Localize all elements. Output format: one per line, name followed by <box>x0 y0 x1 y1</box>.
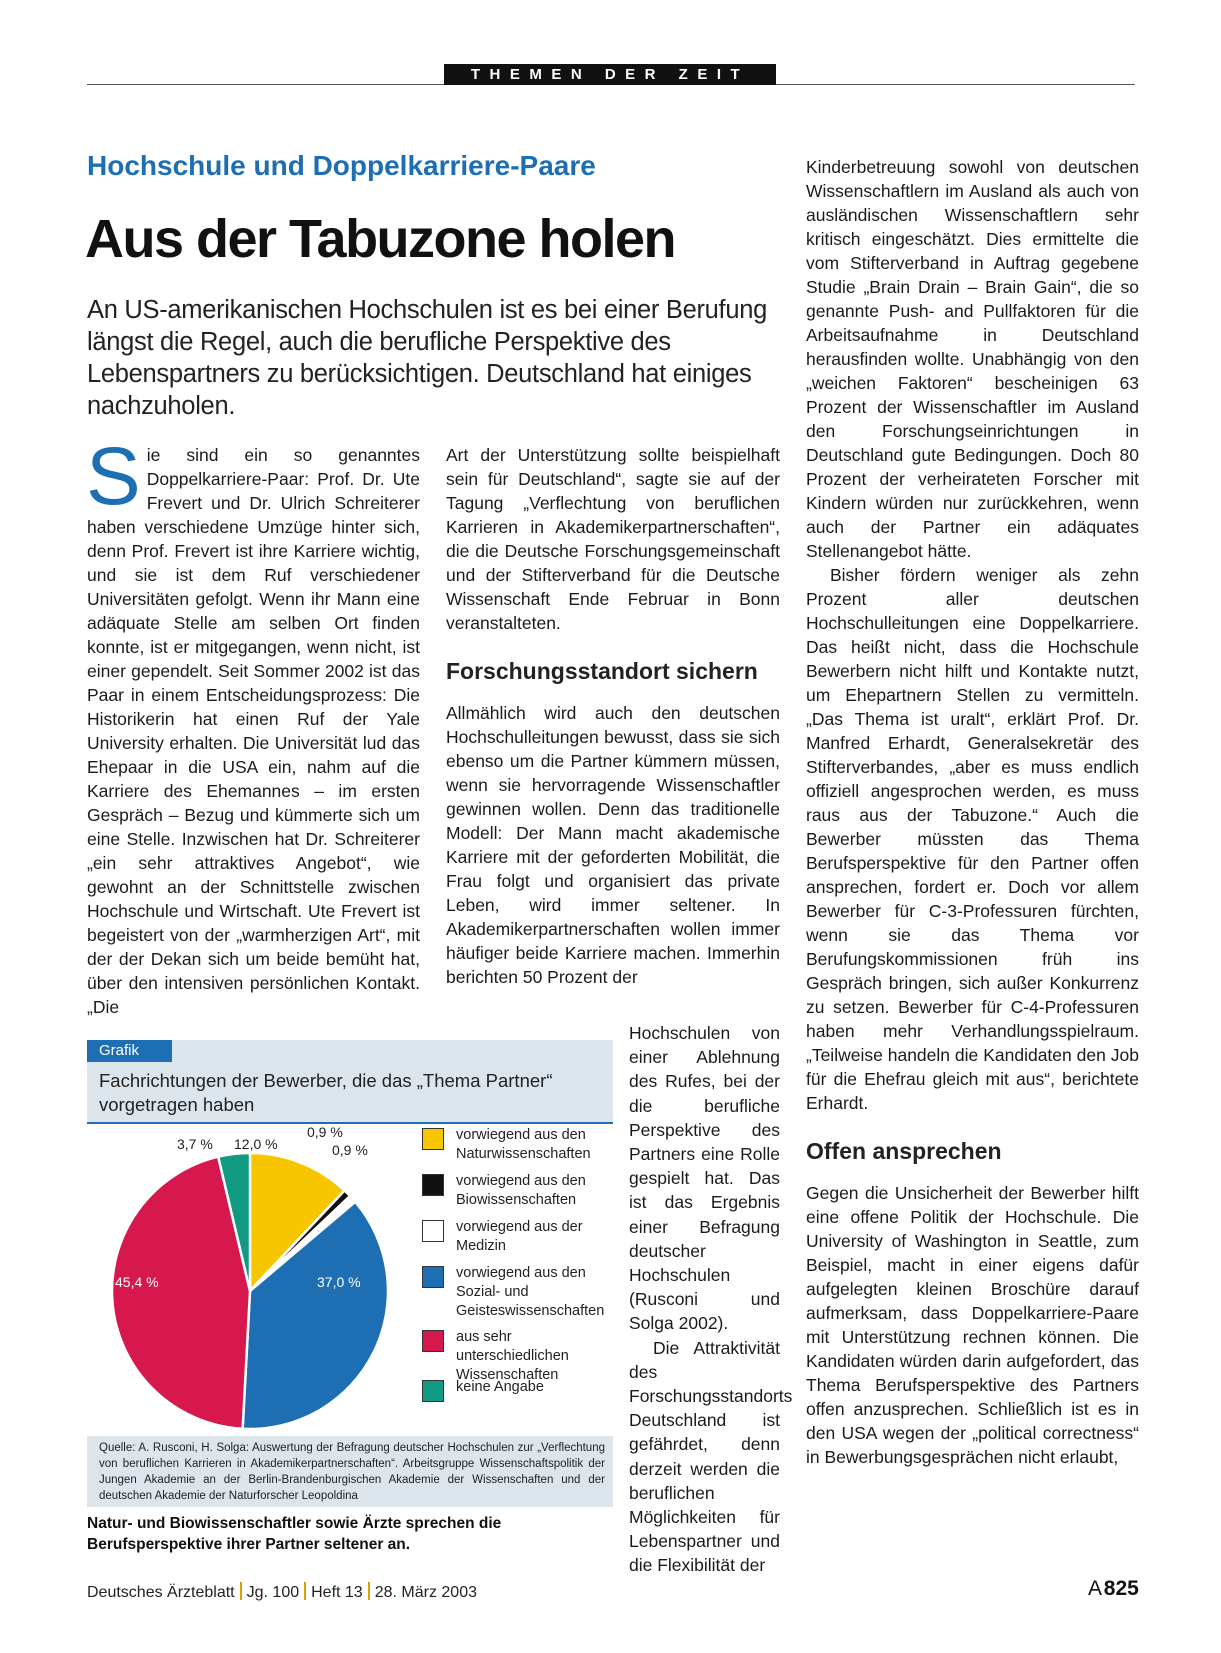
legend-label: vorwiegend aus den Sozial- und Geisteswissenschaften <box>456 1265 605 1319</box>
pie-label-natur: 12,0 % <box>234 1136 278 1152</box>
chart-plot-area <box>87 1124 613 1436</box>
legend-item-natur <box>422 1126 601 1164</box>
legend-label: aus sehr unterschiedlichen Wissenschaften <box>456 1329 569 1383</box>
pie-label-keine-angabe: 3,7 % <box>177 1136 213 1152</box>
article-kicker: Hochschule und Doppelkarriere-Paare <box>87 150 596 181</box>
paragraph: Allmählich wird auch den deutschen Hochschulleitungen bewusst, dass sie sich ebenso um die Partner kümmern müssen, wenn sie hervorragende Wissenschaftler gewinnen wollen. Denn das traditionelle Modell: Der Mann macht akademische Karriere mit der geforderten Mobilität, die Frau folgt und organisiert das private Leben, wird immer seltener. In Akademikerpartnerschaften wollen immer häufiger beide Karriere machen. Immerhin berichten 50 Prozent der <box>446 703 780 987</box>
legend-item-sozial <box>422 1264 605 1321</box>
footer-separator <box>368 1582 370 1600</box>
pie-label-sozial: 37,0 % <box>317 1274 361 1290</box>
legend-swatch <box>422 1380 444 1402</box>
text-column-3 <box>806 155 1139 1469</box>
legend-label: vorwiegend aus den Naturwissenschaften <box>456 1127 591 1162</box>
paragraph: ie sind ein so genanntes Doppelkarriere-Paar: Prof. Dr. Ute Frevert und Dr. Ulrich Schreiterer haben verschiedene Umzüge hinter sich, denn Prof. Frevert ist ihre Karriere wichtig, und sie ist dem Ruf verschiedener Universitäten gefolgt. Wenn ihr Mann eine adäquate Stelle am selben Ort finden konnte, ist er mitgegangen, wenn nicht, ist einer gependelt. Seit Sommer 2002 ist das Paar in einem Entscheidungsprozess: Die Historikerin hat einen Ruf der Yale University erhalten. Die Universität lud das Ehepaar in die USA ein, nahm auf die Karriere des Ehemannes – im ersten Gespräch – Bezug und kümmerte sich um eine Stelle. Inzwischen hat Dr. Schreiterer „ein sehr attraktives Angebot“, wie gewohnt an der Schnittstelle zwischen Hochschule und Wirtschaft. Ute Frevert ist begeistert von der „warmherzigen Art“, mit der der Dekan sich um beide bemüht hat, über den intensiven persönlichen Kontakt. „Die <box>87 445 420 1017</box>
paragraph: Art der Unterstützung sollte beispielhaft sein für Deutschland“, sagte sie auf der Tagung „Verflechtung von beruflichen Karrieren in Akademikerpartnerschaften“, die die Deutsche Forschungsgemeinschaft und der Stifterverband für die Deutsche Wissenschaft Ende Februar in Bonn veranstalteten. <box>446 445 780 633</box>
article-headline: Aus der Tabuzone holen <box>85 209 676 269</box>
legend-label: vorwiegend aus den Biowissenschaften <box>456 1173 586 1208</box>
article-lead: An US-amerikanischen Hochschulen ist es bei einer Berufung längst die Regel, auch die berufliche Perspektive des Lebenspartners zu berücksichtigen. Deutschland hat einiges nachzuholen. <box>87 296 767 420</box>
footer-separator <box>240 1582 242 1600</box>
page-number-value: 825 <box>1103 1577 1139 1600</box>
footer-separator <box>304 1582 306 1600</box>
legend-swatch <box>422 1266 444 1288</box>
page-number <box>1088 1577 1139 1601</box>
chart-caption: Natur- und Biowissenschaftler sowie Ärzte sprechen die Berufsperspektive ihrer Partner seltener an. <box>87 1515 502 1553</box>
footer-citation <box>87 1582 477 1602</box>
legend-swatch <box>422 1330 444 1352</box>
issue-date: 28. März 2003 <box>374 1584 477 1601</box>
legend-swatch <box>422 1220 444 1242</box>
legend-item-bio <box>422 1172 601 1210</box>
section-tag: THEMEN DER ZEIT <box>444 64 776 85</box>
issue: Heft 13 <box>311 1584 363 1601</box>
subheading: Forschungsstandort sichern <box>446 658 758 684</box>
text-column-2 <box>446 443 780 989</box>
pie-label-medizin: 0,9 % <box>332 1142 368 1158</box>
legend-item-medizin <box>422 1218 601 1256</box>
legend-swatch <box>422 1174 444 1196</box>
text-column-1 <box>86 431 420 1019</box>
paragraph: Die Attraktivität des Forschungsstandorts Deutschland ist gefährdet, denn derzeit werden die beruflichen Möglichkeiten für Lebenspartner und die Flexibilität der <box>629 1337 793 1576</box>
legend-label: keine Angabe <box>456 1379 544 1395</box>
paragraph: Bisher fördern weniger als zehn Prozent aller deutschen Hochschulleitungen eine Doppelkarriere. Das heißt nicht, dass die Hochschule Bewerbern nicht hilft und Kontakte nutzt, um Ehepartnern Stellen zu vermitteln. „Das Thema ist uralt“, erklärt Prof. Dr. Manfred Erhardt, Generalsekretär des Stifterverbandes, „aber es muss endlich offiziell angesprochen werden, es muss raus aus der Tabuzone.“ Auch die Bewerber müssten das Thema Berufsperspektive für den Partner offen ansprechen, fordert er. Doch vor allem Bewerber für C-3-Professuren fürchten, wenn sie das Thema vor Berufungskommissionen früh ins Gespräch bringen, sich außer Konkurrenz zu setzen. Bewerber für C-4-Professuren haben mehr Verhandlungsspielraum. „Teilweise handeln die Kandidaten den Job für die Ehefrau gleich mit aus“, berichtete Erhardt. <box>806 565 1139 1113</box>
legend-swatch <box>422 1128 444 1150</box>
subheading: Offen ansprechen <box>806 1138 1002 1164</box>
legend-item-unterschiedlich <box>422 1328 601 1385</box>
paragraph: Gegen die Unsicherheit der Bewerber hilft eine offene Politik der Hochschule. Die University of Washington in Seattle, zum Beispiel, macht in einer eigens dafür aufgelegten kleinen Broschüre darauf aufmerksam, dass Doppelkarriere-Paare mit Unterstützung rechnen können. Die Kandidaten würden darin aufgefordert, das Thema Berufsperspektive des Partners offen anzusprechen. Schließlich ist es in den USA wegen der „political correctness“ in Bewerbungsgesprächen nicht erlaubt, <box>806 1183 1139 1467</box>
paragraph: Hochschulen von einer Ablehnung des Rufes, bei der die berufliche Perspektive des Partners eine Rolle gespielt hat. Das ist das Ergebnis einer Befragung deutscher Hochschulen (Rusconi und Solga 2002). <box>629 1023 780 1334</box>
legend-item-keine-angabe <box>422 1378 601 1402</box>
pie-label-bio: 0,9 % <box>307 1124 343 1140</box>
legend-label: vorwiegend aus der Medizin <box>456 1219 583 1254</box>
drop-cap: S <box>86 431 141 522</box>
chart-tag: Grafik <box>87 1040 172 1062</box>
page-prefix: A <box>1088 1577 1103 1600</box>
volume: Jg. 100 <box>246 1584 300 1601</box>
text-column-narrow <box>629 1021 793 1578</box>
chart-source: Quelle: A. Rusconi, H. Solga: Auswertung der Befragung deutscher Hochschulen zur „Verflechtung von beruflichen Karrieren in Akademikerpartnerschaften“. Arbeitsgruppe Wissenschaftspolitik der Jungen Akademie an der Berlin-Brandenburgischen Akademie der Wissenschaften und der deutschen Akademie der Naturforscher Leopoldina <box>99 1442 605 1502</box>
journal-name: Deutsches Ärzteblatt <box>87 1584 235 1601</box>
paragraph: Kinderbetreuung sowohl von deutschen Wissenschaftlern im Ausland als auch von ausländischen Wissenschaftlern sehr kritisch eingeschätzt. Dies ermittelte die vom Stifterverband in Auftrag gegebene Studie „Brain Drain – Brain Gain“, die so genannte Push- and Pullfaktoren für die Arbeitsaufnahme in Deutschland herausfinden wollte. Unabhängig von den „weichen Faktoren“ bescheinigen 63 Prozent der Wissenschaftler im Ausland den Forschungseinrichtungen in Deutschland gute Bedingungen. Doch 80 Prozent der verheirateten Forscher mit Kindern würden nur zurückkehren, wenn auch der Partner ein adäquates Stellenangebot hätte. <box>806 157 1139 561</box>
chart-title: Fachrichtungen der Bewerber, die das „Thema Partner“ vorgetragen haben <box>99 1070 553 1115</box>
pie-label-unterschiedlich: 45,4 % <box>115 1274 159 1290</box>
